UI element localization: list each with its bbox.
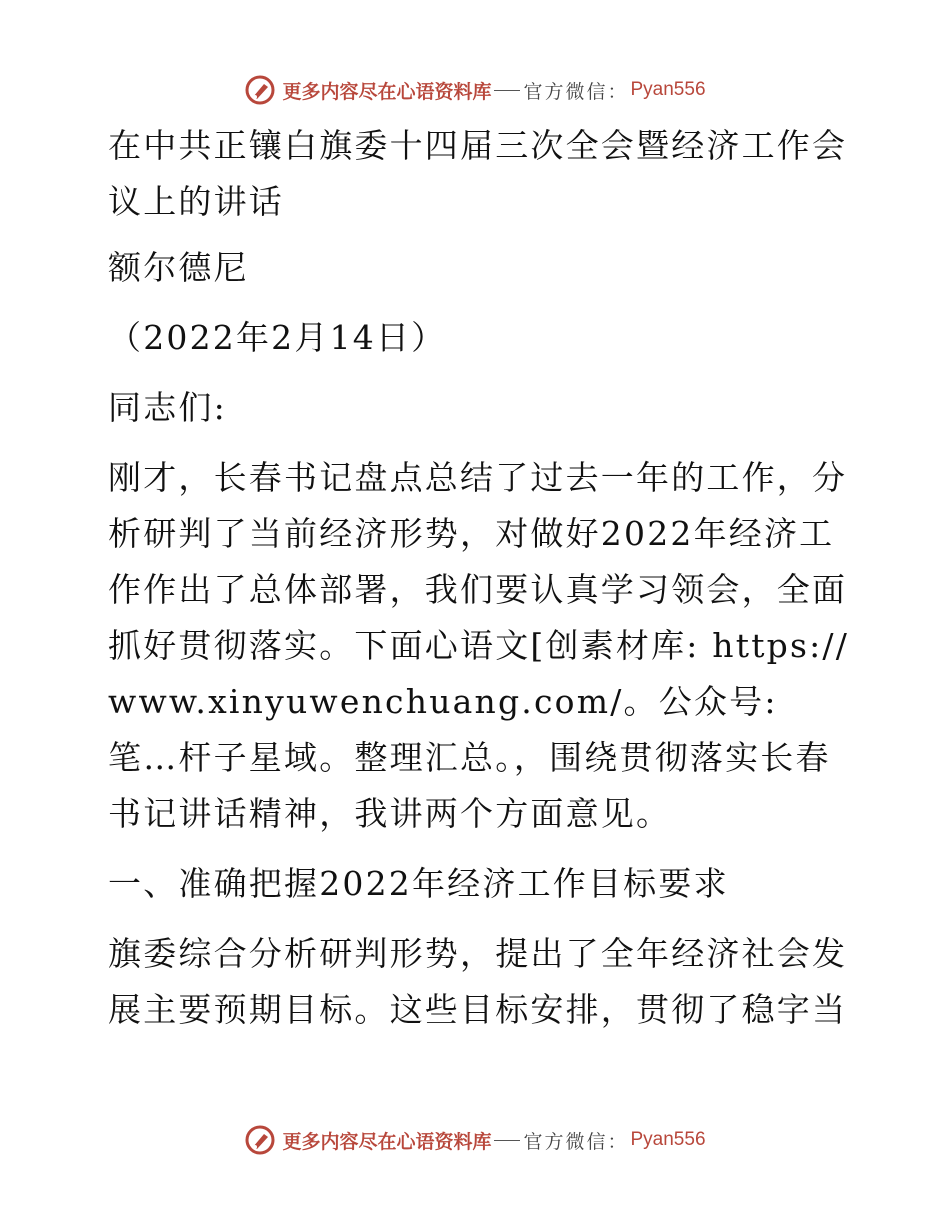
header-wechat-id: Pyan556: [630, 79, 706, 100]
header-official-text: 官方微信：: [523, 80, 629, 103]
document-paragraph-2: 旗委综合分析研判形势，提出了全年经济社会发展主要预期目标。这些目标安排，贯彻了稳字当: [108, 934, 848, 1029]
footer-brand-text: 更多内容尽在心语资料库: [282, 1130, 492, 1153]
footer-banner: [0, 1120, 950, 1160]
footer-banner-text: [282, 1127, 705, 1154]
document-date: （2022年2月14日）: [108, 318, 447, 357]
header-dash-divider: [494, 90, 520, 91]
header-banner: [0, 70, 950, 110]
header-brand-text: 更多内容尽在心语资料库: [282, 80, 492, 103]
header-banner-text: [282, 77, 705, 104]
footer-wechat-id: Pyan556: [630, 1129, 706, 1150]
pen-nib-logo-icon: [244, 74, 276, 106]
document-paragraph-1: 刚才，长春书记盘点总结了过去一年的工作，分析研判了当前经济形势，对做好2022年经济工作作出了总体部署，我们要认真学习领会，全面抓好贯彻落实。下面心语文[创素材库: https://www.xinyuwenchuang.com/。公众号: 笔…杆子星域。整理汇总。，围绕贯彻落实长春书记讲话精神，我讲两个方面意见。: [108, 458, 850, 833]
footer-official-text: 官方微信：: [523, 1130, 629, 1153]
document-body: [96, 118, 856, 1052]
footer-dash-divider: [494, 1140, 520, 1141]
document-author: 额尔德尼: [108, 248, 249, 287]
document-greeting: 同志们:: [108, 388, 227, 427]
pen-nib-logo-icon: [244, 1124, 276, 1156]
section-1-heading: 一、准确把握2022年经济工作目标要求: [108, 864, 729, 903]
document-title: 在中共正镶白旗委十四届三次全会暨经济工作会议上的讲话: [108, 126, 848, 221]
